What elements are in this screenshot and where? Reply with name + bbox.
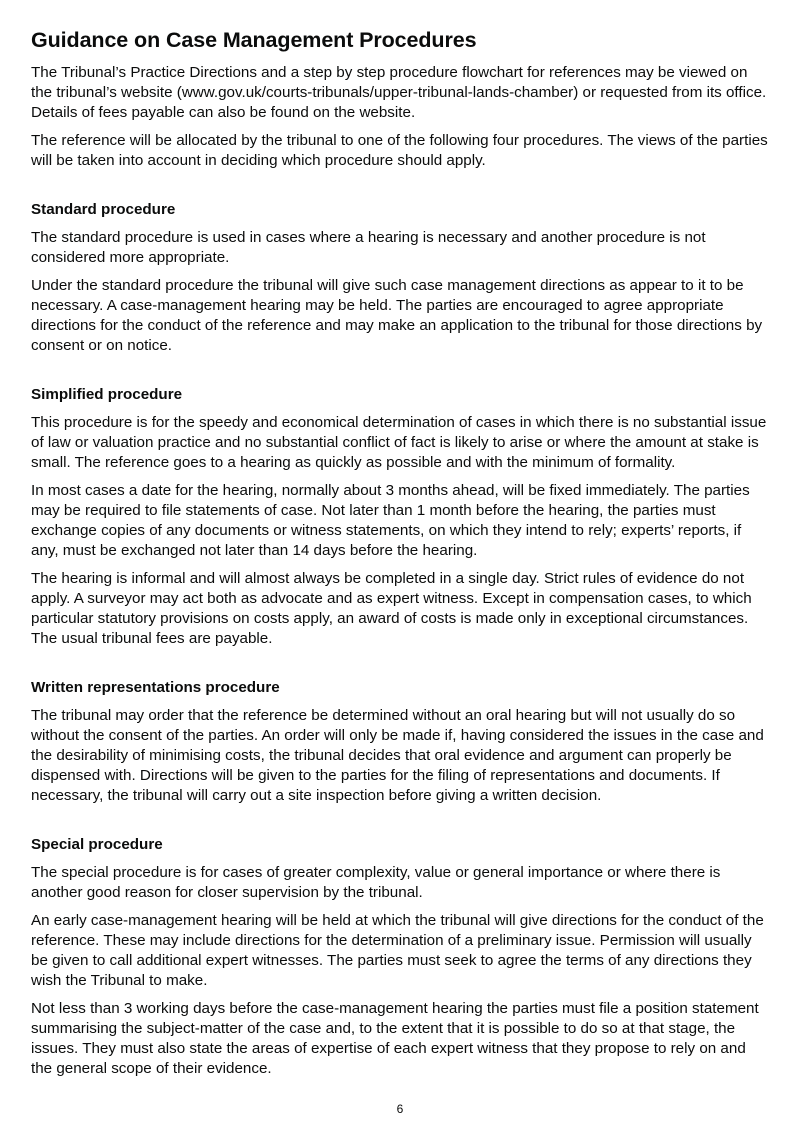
intro-paragraph: The Tribunal’s Practice Directions and a step by step procedure flowchart for references may be viewed on the tribunal’s website (www.gov.uk/courts-tribunals/upper-tribunal-lands-chamber) or requested from its office. Details of fees payable can also be found on the website. [31, 64, 767, 121]
page-title: Guidance on Case Management Procedures [31, 28, 477, 52]
section-simplified-procedure [31, 385, 771, 649]
document-page [31, 26, 771, 1087]
section-paragraph: The hearing is informal and will almost always be completed in a single day. Strict rules of evidence do not apply. A surveyor may act both as advocate and as expert witness. Except in compensation cases, to which particular statutory provisions on costs apply, an award of costs is made only in exceptional circumstances. The usual tribunal fees are payable. [31, 570, 752, 647]
page-number: 6 [396, 1102, 404, 1116]
section-heading: Standard procedure [31, 201, 176, 218]
section-standard-procedure [31, 200, 771, 356]
section-paragraph: In most cases a date for the hearing, normally about 3 months ahead, will be fixed immediately. The parties may be required to file statements of case. Not later than 1 month before the hearing, the parties must exchange copies of any documents or witness statements, on which they intend to rely; experts’ reports, if any, must be exchanged not later than 14 days before the hearing. [31, 482, 750, 559]
section-special-procedure [31, 835, 771, 1079]
section-heading: Simplified procedure [31, 386, 183, 403]
section-paragraph: Not less than 3 working days before the case-management hearing the parties must file a position statement summarising the subject-matter of the case and, to the extent that it is possible to do so at that stage, the issues. They must also state the areas of expertise of each expert witness that they propose to rely on and the general scope of their evidence. [31, 1000, 759, 1077]
section-heading: Special procedure [31, 836, 163, 853]
section-paragraph: This procedure is for the speedy and economical determination of cases in which there is no substantial issue of law or valuation practice and no substantial conflict of fact is likely to arise or where the amount at stake is small. The reference goes to a hearing as quickly as possible and with the minimum of formality. [31, 414, 767, 471]
section-paragraph: An early case-management hearing will be held at which the tribunal will give directions for the conduct of the reference. These may include directions for the determination of a preliminary issue. Permission will usually be given to call additional expert witnesses. The parties must seek to agree the terms of any directions they wish the Tribunal to make. [31, 912, 764, 989]
section-paragraph: Under the standard procedure the tribunal will give such case management directions as appear to it to be necessary. A case-management hearing may be held. The parties are encouraged to agree appropriate directions for the conduct of the reference and may make an application to the tribunal for those directions by consent or on notice. [31, 277, 763, 354]
intro-paragraph: The reference will be allocated by the tribunal to one of the following four procedures. The views of the parties will be taken into account in deciding which procedure should apply. [31, 132, 768, 169]
section-written-representations-procedure [31, 678, 771, 806]
section-paragraph: The tribunal may order that the reference be determined without an oral hearing but will not usually do so without the consent of the parties. An order will only be made if, having considered the issues in the case and the desirability of minimising costs, the tribunal decides that oral evidence and argument can properly be dispensed with. Directions will be given to the parties for the filing of representations and documents. If necessary, the tribunal will carry out a site inspection before giving a written decision. [31, 707, 764, 804]
section-paragraph: The standard procedure is used in cases where a hearing is necessary and another procedure is not considered more appropriate. [31, 229, 706, 266]
section-heading: Written representations procedure [31, 679, 280, 696]
section-paragraph: The special procedure is for cases of greater complexity, value or general importance or where there is another good reason for closer supervision by the tribunal. [31, 864, 721, 901]
